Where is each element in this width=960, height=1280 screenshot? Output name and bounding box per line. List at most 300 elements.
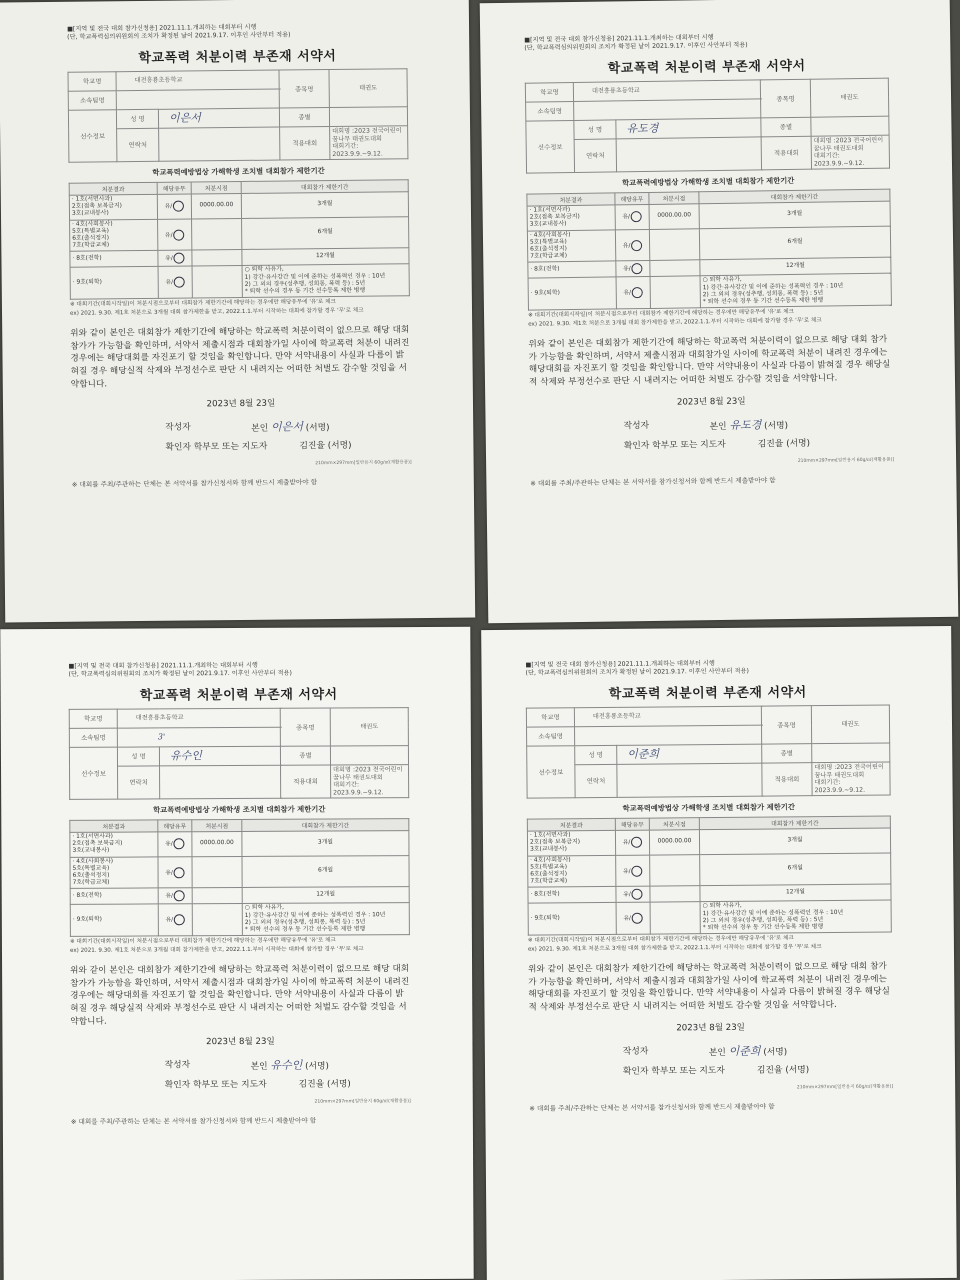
gender-label: 종별 bbox=[279, 108, 329, 128]
table-note-2: ex) 2021. 9.30. 제1호 처분으로 3개월 대회 참가제한을 받고, 2022.1.1.부터 시작하는 대회에 참가할 경우 '무'로 체크 bbox=[69, 946, 364, 955]
gender-value bbox=[811, 116, 889, 136]
limit-8: 12개월 bbox=[242, 887, 409, 904]
coach-name: 김진율 bbox=[756, 1065, 783, 1076]
yn-mark: 유/ bbox=[164, 232, 173, 239]
writer-line bbox=[251, 418, 330, 435]
yn-mark: 유/ bbox=[623, 266, 631, 273]
limit-1-3: 3개월 bbox=[242, 831, 409, 856]
yn-9 bbox=[158, 904, 192, 936]
player-info-label: 선수정보 bbox=[526, 121, 575, 174]
competition-label: 적용대회 bbox=[761, 136, 811, 170]
confirm-line bbox=[757, 1062, 809, 1075]
check-mark-icon bbox=[632, 889, 643, 900]
time-8 bbox=[192, 888, 242, 904]
notice-line-2: (단, 학교폭력심의위원회의 조치가 확정된 날이 2021.9.17. 이후인 사안부터 적용) bbox=[67, 31, 291, 41]
yn-mark: 유/ bbox=[623, 916, 632, 923]
table-note-1: ※ 대회기간(대회시작일)이 처분시점으로부터 대회참가 제한기간에 해당하는 경우에만 해당유무에 '유'로 체크 bbox=[69, 299, 336, 308]
limit-9-line-4: * 퇴학 선수의 경우 동 기간 선수등록 제한 병행 bbox=[244, 287, 366, 295]
competition-period: 대회기간: 2023.9.9.~9.12. bbox=[333, 781, 384, 796]
gender-value bbox=[329, 107, 407, 127]
event-value: 태권도 bbox=[329, 69, 407, 108]
coach-name: 김진율 bbox=[299, 441, 325, 452]
writer-signature-name: 이은서 bbox=[270, 420, 303, 434]
result-1-3 bbox=[527, 205, 615, 231]
time-1-3: 0000.00.00 bbox=[192, 831, 242, 856]
event-label: 종목명 bbox=[760, 79, 811, 118]
limit-4-7: 6개월 bbox=[242, 855, 409, 888]
yn-4-7 bbox=[158, 219, 192, 251]
sanction-subtitle: 학교폭력예방법상 가해학생 조치별 대회참가 제한기간 bbox=[153, 804, 326, 815]
team-value: 3' bbox=[117, 727, 280, 747]
pledge-date: 2023년 8월 23일 bbox=[676, 396, 746, 408]
writer-label: 작성자 bbox=[622, 1046, 649, 1057]
limit-4-7: 6개월 bbox=[700, 853, 891, 886]
limit-9 bbox=[700, 900, 891, 933]
result-7: 7호(학급교체) bbox=[72, 879, 110, 887]
footer-note: ※ 대회를 주최/주관하는 단체는 본 서약서를 참가신청서와 함께 반드시 제출받아야 함 bbox=[70, 1116, 317, 1127]
gender-label: 종별 bbox=[762, 744, 812, 763]
result-9: · 9호(퇴학) bbox=[70, 904, 158, 936]
player-info-label: 선수정보 bbox=[69, 747, 117, 799]
check-mark-icon bbox=[631, 211, 642, 222]
limit-9 bbox=[242, 264, 409, 298]
yn-mark: 유/ bbox=[623, 892, 631, 899]
signature-block bbox=[529, 1041, 893, 1084]
check-mark-icon bbox=[632, 913, 643, 924]
time-9 bbox=[650, 276, 700, 309]
paper-code: 210mm×297mm[일반용지 60g/㎡(재활용품)] bbox=[796, 1084, 894, 1090]
pledge-sheet-2 bbox=[480, 0, 959, 623]
notice-line-2: (단, 학교폭력심의위원회의 조치가 확정된 날이 2021.9.17. 이후인 사안부터 적용) bbox=[525, 667, 749, 677]
yn-4-7 bbox=[616, 855, 650, 887]
writer-line bbox=[709, 1042, 787, 1059]
th-time: 처분시점 bbox=[649, 192, 699, 205]
table-note-2: ex) 2021. 9.30. 제1호 처분으로 3개월 대회 참가제한을 받고, 2022.1.1.부터 시작하는 대회에 참가할 경우 '무'로 체크 bbox=[70, 307, 364, 317]
result-8: · 8호(전학) bbox=[528, 261, 616, 278]
event-label: 종목명 bbox=[280, 708, 330, 746]
sanction-table bbox=[526, 189, 892, 311]
result-3: 3호(교내봉사) bbox=[530, 846, 567, 854]
table-note-1: ※ 대회기간(대회시작일)이 처분시점으로부터 대회참가 제한기간에 해당하는 경우에만 해당유무에 '유'로 체크 bbox=[528, 309, 794, 319]
team-label: 소속팀명 bbox=[527, 727, 575, 746]
competition-period: 대회기간: 2023.9.9.~9.12. bbox=[813, 152, 865, 168]
yn-mark: 유/ bbox=[622, 242, 631, 249]
result-9: · 9호(퇴학) bbox=[70, 267, 158, 300]
self-label: 본인 bbox=[708, 1047, 726, 1058]
limit-9-line-4: * 퇴학 선수의 경우 동 기간 선수등록 제한 병행 bbox=[244, 926, 366, 933]
yn-1-3 bbox=[158, 832, 192, 857]
result-5: 5호(특별교육) bbox=[72, 865, 110, 872]
writer-line bbox=[251, 1057, 329, 1073]
confirm-label: 확인자 학부모 또는 지도자 bbox=[623, 439, 726, 451]
footer-note: ※ 대회를 주최/주관하는 단체는 본 서약서를 참가신청서와 함께 반드시 제출받아야 함 bbox=[530, 475, 776, 488]
yn-mark: 유/ bbox=[622, 868, 631, 875]
limit-9-line-2: 1) 강간·유사강간 및 이에 준하는 성폭력인 경우 : 10년 bbox=[244, 911, 386, 919]
coach-name: 김진율 bbox=[298, 1079, 325, 1090]
result-3: 3호(교내봉사) bbox=[529, 221, 567, 229]
time-8 bbox=[650, 886, 700, 902]
competition-value bbox=[331, 765, 409, 798]
th-yn: 해당유무 bbox=[615, 192, 649, 204]
limit-8: 12개월 bbox=[700, 884, 891, 902]
pledge-date: 2023년 8월 23일 bbox=[206, 1037, 275, 1048]
document-title: 학교폭력 처분이력 부존재 서약서 bbox=[138, 48, 337, 67]
yn-8 bbox=[158, 888, 192, 904]
th-limit: 대회참가 제한기간 bbox=[699, 816, 890, 830]
th-result: 처분결과 bbox=[69, 182, 157, 195]
name-label: 성 명 bbox=[116, 109, 158, 128]
writer-line bbox=[709, 416, 788, 433]
table-note-1: ※ 대회기간(대회시작일)이 처분시점으로부터 대회참가 제한기간에 해당하는 경우에만 해당유무에 '유'로 체크 bbox=[69, 937, 336, 946]
competition-name: 대회명 :2023 전국어린이 꿈나무 태권도대회 bbox=[814, 763, 884, 779]
result-1: · 1호(서면사과) bbox=[529, 832, 571, 839]
contact-label: 연락처 bbox=[117, 128, 159, 161]
contact-value bbox=[159, 127, 280, 161]
contact-label: 연락처 bbox=[118, 766, 160, 799]
writer-sign-mark: (서명) bbox=[305, 1061, 329, 1072]
paper-code: 210mm×297mm[일반용지 60g/㎡(재활용품)] bbox=[315, 460, 412, 467]
table-note-2: ex) 2021. 9.30. 제1호 처분으로 3개월 대회 참가제한을 받고, 2022.1.1.부터 시작하는 대회에 참가할 경우 '무'로 체크 bbox=[528, 317, 822, 328]
result-4: · 4호(사회봉사) bbox=[529, 231, 571, 239]
check-mark-icon bbox=[631, 240, 642, 251]
confirm-line bbox=[299, 1077, 351, 1090]
contact-value bbox=[160, 765, 281, 799]
competition-period: 대회기간: 2023.9.9.~9.12. bbox=[332, 142, 383, 158]
signature-block bbox=[530, 414, 895, 459]
event-label: 종목명 bbox=[279, 70, 329, 109]
school-value: 대전흥룡초등학교 bbox=[573, 80, 760, 102]
result-6: 6호(출석정지) bbox=[72, 235, 110, 242]
school-label: 학교명 bbox=[526, 708, 574, 727]
th-result: 처분결과 bbox=[70, 820, 158, 832]
yn-1-3 bbox=[157, 194, 191, 219]
time-9 bbox=[192, 266, 242, 298]
confirm-label: 확인자 학부모 또는 지도자 bbox=[165, 441, 268, 453]
player-info-label: 선수정보 bbox=[68, 110, 117, 162]
confirm-line bbox=[758, 435, 810, 449]
result-4-7 bbox=[70, 857, 158, 889]
th-yn: 해당유무 bbox=[157, 182, 191, 194]
player-name: 이은서 bbox=[158, 108, 279, 128]
limit-4-7: 6개월 bbox=[699, 226, 890, 260]
time-4-7 bbox=[650, 854, 700, 886]
writer-label: 작성자 bbox=[164, 1060, 191, 1071]
team-value bbox=[116, 89, 279, 110]
sanction-subtitle: 학교폭력예방법상 가해학생 조치별 대회참가 제한기간 bbox=[152, 166, 325, 177]
check-mark-icon bbox=[173, 229, 184, 240]
yn-mark: 유/ bbox=[165, 869, 173, 876]
sanction-table bbox=[69, 818, 410, 937]
writer-sign-mark: (서명) bbox=[764, 420, 789, 431]
player-info-table bbox=[526, 704, 891, 798]
yn-8 bbox=[616, 887, 650, 903]
result-1-3 bbox=[69, 194, 157, 220]
coach-sign-mark: (서명) bbox=[785, 1064, 810, 1076]
limit-9-line-1: ○ 퇴학 사유가, bbox=[244, 905, 284, 912]
pledge-sheet-1 bbox=[0, 0, 475, 622]
competition-name: 대회명 :2023 전국어린이 꿈나무 태권도대회 bbox=[333, 766, 403, 781]
player-info-label: 선수정보 bbox=[527, 746, 575, 798]
competition-label: 적용대회 bbox=[280, 127, 330, 161]
check-mark-icon bbox=[174, 915, 185, 926]
name-label: 성 명 bbox=[575, 745, 617, 764]
sanction-table bbox=[527, 815, 892, 935]
result-7: 7호(학급교체) bbox=[72, 242, 110, 249]
result-4: · 4호(사회봉사) bbox=[530, 856, 571, 864]
result-4-7 bbox=[527, 230, 615, 263]
team-value bbox=[574, 99, 761, 121]
limit-9 bbox=[242, 903, 409, 936]
school-label: 학교명 bbox=[68, 72, 116, 92]
result-1-3 bbox=[527, 830, 615, 855]
event-value: 태권도 bbox=[810, 78, 889, 117]
yn-4-7 bbox=[158, 856, 192, 888]
notice-line-1: ■[지역 및 전국 대회 참가신청용] 2021.11.1.개최하는 대회부터 시행 bbox=[524, 34, 714, 44]
yn-mark: 유/ bbox=[623, 290, 632, 297]
result-8: · 8호(전학) bbox=[70, 251, 158, 268]
result-3: 3호(교내봉사) bbox=[72, 848, 110, 855]
pledge-date: 2023년 8월 23일 bbox=[676, 1022, 746, 1033]
limit-8: 12개월 bbox=[700, 258, 891, 277]
gender-value bbox=[330, 746, 408, 765]
limit-9-line-3: 2) 그 외의 경우(성추행, 성희롱, 폭력 등) : 5년 bbox=[702, 290, 824, 299]
time-8 bbox=[192, 250, 242, 267]
th-limit: 대회참가 제한기간 bbox=[699, 189, 890, 204]
school-value: 대전흥룡초등학교 bbox=[117, 708, 280, 728]
result-5: 5호(특별교육) bbox=[530, 864, 568, 871]
pledge-body: 위와 같이 본인은 대회참가 제한기간에 해당하는 학교폭력 처분이력이 없으므로 해당 대회 참가가 가능함을 확인하며, 서약서 제출시점과 대회참가일 사이에 학교폭력 처분이 내려진 경우에는 해당대회를 자진포기 할 것임을 확인합니다. 만약 서약내용이 사실과 다름이 밝혀질 경우 해당실적 삭제와 부정선수로 판단 시 내려지는 어떠한 처벌도 감수할 것임을 서약합니다. bbox=[70, 325, 410, 390]
result-6: 6호(출석정지) bbox=[530, 246, 567, 253]
pledge-sheet-4 bbox=[481, 626, 957, 1280]
yn-mark: 유/ bbox=[622, 214, 631, 221]
time-8 bbox=[650, 260, 700, 277]
yn-1-3 bbox=[615, 204, 649, 229]
pledge-sheet-3 bbox=[0, 627, 473, 1280]
result-2: 2호(접촉 보복금지) bbox=[529, 839, 581, 846]
limit-1-3: 3개월 bbox=[699, 201, 890, 228]
notice-line-1: ■[지역 및 전국 대회 참가신청용] 2021.11.1.개최하는 대회부터 시행 bbox=[67, 23, 257, 33]
limit-9-line-1: ○ 퇴학 사유가, bbox=[244, 266, 284, 274]
player-name: 유도경 bbox=[616, 118, 761, 139]
event-label: 종목명 bbox=[761, 706, 811, 744]
limit-9-line-2: 1) 강간·유사강간 및 이에 준하는 성폭력인 경우 : 10년 bbox=[702, 909, 844, 917]
writer-label: 작성자 bbox=[165, 422, 191, 433]
competition-value bbox=[812, 762, 890, 796]
th-limit: 대회참가 제한기간 bbox=[241, 180, 408, 194]
result-9: · 9호(퇴학) bbox=[528, 277, 616, 310]
document-title: 학교폭력 처분이력 부존재 서약서 bbox=[139, 687, 338, 704]
yn-mark: 유/ bbox=[622, 840, 631, 847]
event-value: 태권도 bbox=[811, 705, 889, 744]
result-8: · 8호(전학) bbox=[528, 887, 616, 904]
competition-value bbox=[811, 135, 889, 169]
player-info-table bbox=[525, 78, 890, 174]
table-note-1: ※ 대회기간(대회시작일)이 처분시점으로부터 대회참가 제한기간에 해당하는 경우에만 해당유무에 '유'로 체크 bbox=[527, 935, 794, 944]
writer-signature-name: 유수인 bbox=[270, 1058, 303, 1073]
limit-9 bbox=[700, 274, 891, 308]
notice-line-2: (단, 학교폭력심의위원회의 조치가 확정된 날이 2021.9.17. 이후인 사안부터 적용) bbox=[68, 669, 292, 678]
gender-label: 종별 bbox=[280, 746, 330, 765]
yn-9 bbox=[158, 266, 192, 298]
result-1: · 1호(서면사과) bbox=[72, 833, 113, 840]
confirm-label: 확인자 학부모 또는 지도자 bbox=[164, 1080, 267, 1091]
result-5: 5호(특별교육) bbox=[72, 228, 109, 235]
result-9: · 9호(퇴학) bbox=[528, 903, 616, 936]
limit-9-line-2: 1) 강간·유사강간 및 이에 준하는 성폭력인 경우 : 10년 bbox=[244, 273, 386, 281]
contact-value bbox=[616, 137, 761, 172]
th-time: 처분시점 bbox=[191, 181, 241, 194]
limit-9-line-3: 2) 그 외의 경우(성추행, 성희롱, 폭력 등) : 5년 bbox=[244, 919, 366, 926]
result-1-3 bbox=[70, 832, 158, 857]
result-7: 7호(학급교체) bbox=[530, 253, 568, 260]
coach-sign-mark: (서명) bbox=[326, 1079, 351, 1090]
event-value: 태권도 bbox=[330, 708, 408, 746]
notice-line-2: (단, 학교폭력심의위원회의 조치가 확정된 날이 2021.9.17. 이후인 사안부터 적용) bbox=[524, 41, 748, 52]
result-2: 2호(접촉 보복금지) bbox=[71, 203, 123, 210]
limit-9-line-2: 1) 강간·유사강간 및 이에 준하는 성폭력인 경우 : 10년 bbox=[702, 282, 844, 291]
paper-code: 210mm×297mm[일반용지 60g/㎡(재활용품)] bbox=[797, 457, 895, 464]
th-yn: 해당유무 bbox=[615, 818, 649, 830]
yn-mark: 유/ bbox=[165, 893, 174, 900]
check-mark-icon bbox=[632, 263, 643, 274]
school-value: 대전흥룡초등학교 bbox=[574, 706, 761, 727]
team-label: 소속팀명 bbox=[526, 102, 574, 122]
table-note-2: ex) 2021. 9.30. 제1호 처분으로 3개월 대회 참가제한을 받고, 2022.1.1.부터 시작하는 대회에 참가할 경우 '무'로 체크 bbox=[527, 944, 822, 953]
writer-label: 작성자 bbox=[623, 420, 650, 431]
team-label: 소속팀명 bbox=[69, 728, 117, 747]
limit-9-line-4: * 퇴학 선수의 경우 동 기간 선수등록 제한 병행 bbox=[702, 924, 824, 932]
limit-1-3: 3개월 bbox=[241, 192, 408, 218]
player-name: 이준희 bbox=[617, 744, 762, 764]
yn-8 bbox=[616, 261, 650, 277]
check-mark-icon bbox=[632, 287, 643, 298]
check-mark-icon bbox=[632, 865, 643, 876]
school-label: 학교명 bbox=[69, 709, 117, 728]
sanction-subtitle: 학교폭력예방법상 가해학생 조치별 대회참가 제한기간 bbox=[621, 175, 795, 188]
pledge-body: 위와 같이 본인은 대회참가 제한기간에 해당하는 학교폭력 처분이력이 없으므로 해당 대회 참가가 가능함을 확인하며, 서약서 제출시점과 대회참가일 사이에 학교폭력 처분이 내려진 경우에는 해당대회를 자진포기 할 것임을 확인합니다. 만약 서약내용이 사실과 다름이 밝혀질 경우 해당실적 삭제와 부정선수로 판단 시 내려지는 어떠한 처벌도 감수할 것임을 서약합니다. bbox=[528, 334, 891, 388]
result-8: · 8호(전학) bbox=[70, 888, 158, 904]
competition-value bbox=[330, 126, 408, 160]
yn-mark: 유/ bbox=[165, 256, 173, 263]
footer-note: ※ 대회를 주최/주관하는 단체는 본 서약서를 참가신청서와 함께 반드시 제출받아야 함 bbox=[71, 478, 318, 489]
th-time: 처분시점 bbox=[649, 818, 699, 830]
contact-label: 연락처 bbox=[574, 139, 616, 173]
signature-block bbox=[71, 1056, 411, 1098]
competition-label: 적용대회 bbox=[762, 763, 812, 796]
yn-mark: 유/ bbox=[164, 203, 173, 211]
result-3: 3호(교내봉사) bbox=[71, 210, 109, 218]
result-4-7 bbox=[528, 855, 616, 888]
notice-line-1: ■[지역 및 전국 대회 참가신청용] 2021.11.1.개최하는 대회부터 시행 bbox=[525, 660, 715, 669]
yn-mark: 유/ bbox=[165, 917, 174, 924]
paper-code: 210mm×297mm[일반용지 60g/㎡(재활용품)] bbox=[314, 1099, 411, 1105]
limit-8: 12개월 bbox=[242, 248, 409, 266]
name-label: 성 명 bbox=[117, 747, 159, 766]
yn-4-7 bbox=[615, 229, 649, 261]
self-label: 본인 bbox=[251, 423, 269, 435]
school-value: 대전흥룡초등학교 bbox=[116, 70, 279, 91]
limit-9-line-3: 2) 그 외의 경우(성추행, 성희롱, 폭력 등) : 5년 bbox=[702, 916, 824, 924]
yn-9 bbox=[616, 903, 650, 935]
notice-line-1: ■[지역 및 전국 대회 참가신청용] 2021.11.1.개최하는 대회부터 시행 bbox=[68, 661, 258, 670]
document-title: 학교폭력 처분이력 부존재 서약서 bbox=[608, 685, 807, 702]
pledge-body: 위와 같이 본인은 대회참가 제한기간에 해당하는 학교폭력 처분이력이 없으므로 해당 대회 참가가 가능함을 확인하며, 서약서 제출시점과 대회참가일 사이에 학교폭력 처분이 내려진 경우에는 해당대회를 자진포기 할 것임을 확인합니다. 만약 서약내용이 사실과 다름이 밝혀질 경우 해당실적 삭제와 부정선수로 판단 시 내려지는 어떠한 처벌도 감수할 것임을 서약합니다. bbox=[528, 961, 891, 1013]
check-mark-icon bbox=[174, 277, 185, 288]
coach-name: 김진율 bbox=[757, 438, 784, 450]
time-4-7 bbox=[192, 218, 242, 250]
gender-label: 종별 bbox=[761, 117, 811, 137]
player-info-table bbox=[69, 707, 409, 800]
team-label: 소속팀명 bbox=[68, 91, 116, 111]
time-4-7 bbox=[192, 856, 242, 888]
player-info-table bbox=[67, 68, 408, 163]
contact-label: 연락처 bbox=[575, 764, 617, 797]
limit-4-7: 6개월 bbox=[242, 216, 409, 250]
pledge-date: 2023년 8월 23일 bbox=[206, 398, 276, 410]
th-result: 처분결과 bbox=[527, 193, 615, 206]
limit-1-3: 3개월 bbox=[699, 828, 890, 854]
limit-9-line-3: 2) 그 외의 경우(성추행, 성희롱, 폭력 등) : 5년 bbox=[244, 280, 366, 288]
check-mark-icon bbox=[174, 867, 185, 878]
writer-signature-name: 이준희 bbox=[728, 1044, 761, 1058]
limit-9-line-1: ○ 퇴학 사유가, bbox=[702, 277, 742, 284]
result-4: · 4호(사회봉사) bbox=[72, 220, 113, 228]
limit-9-line-1: ○ 퇴학 사유가, bbox=[702, 903, 742, 910]
result-4: · 4호(사회봉사) bbox=[72, 858, 114, 865]
sanction-subtitle: 학교폭력예방법상 가해학생 조치별 대회참가 제한기간 bbox=[622, 802, 795, 813]
pledge-body: 위와 같이 본인은 대회참가 제한기간에 해당하는 학교폭력 처분이력이 없으므로 해당 대회 참가가 가능함을 확인하며, 서약서 제출시점과 대회참가일 사이에 학교폭력 처분이 내려진 경우에는 해당대회를 자진포기 할 것임을 확인합니다. 만약 서약내용이 사실과 다름이 밝혀질 경우 해당실적 삭제와 부정선수로 판단 시 내려지는 어떠한 처벌도 감수할 것임을 서약합니다. bbox=[70, 964, 410, 1027]
result-5: 5호(특별교육) bbox=[529, 238, 567, 246]
yn-1-3 bbox=[615, 830, 649, 855]
yn-9 bbox=[616, 277, 650, 309]
yn-mark: 유/ bbox=[165, 841, 173, 848]
yn-mark: 유/ bbox=[165, 279, 174, 287]
result-7: 7호(학급교체) bbox=[530, 878, 568, 885]
signature-block bbox=[71, 417, 411, 461]
th-result: 처분결과 bbox=[527, 818, 615, 831]
result-1: · 1호(서면사과) bbox=[71, 196, 113, 203]
writer-sign-mark: (서명) bbox=[305, 423, 330, 434]
check-mark-icon bbox=[631, 837, 642, 848]
result-1: · 1호(서면사과) bbox=[529, 207, 571, 214]
result-4-7 bbox=[70, 219, 158, 252]
result-6: 6호(출석정지) bbox=[530, 871, 568, 878]
check-mark-icon bbox=[174, 253, 185, 264]
name-label: 성 명 bbox=[574, 120, 616, 140]
th-yn: 해당유무 bbox=[158, 820, 192, 832]
th-limit: 대회참가 제한기간 bbox=[242, 819, 409, 832]
team-value bbox=[575, 725, 762, 746]
contact-value bbox=[617, 763, 762, 797]
limit-9-line-4: * 퇴학 선수의 경우 동 기간 선수등록 제한 병행 bbox=[702, 297, 824, 306]
time-1-3: 0000.00.00 bbox=[191, 193, 241, 218]
confirm-line bbox=[299, 438, 351, 452]
writer-sign-mark: (서명) bbox=[763, 1047, 788, 1058]
document-title: 학교폭력 처분이력 부존재 서약서 bbox=[607, 58, 806, 77]
sanction-table bbox=[69, 179, 410, 300]
check-mark-icon bbox=[174, 891, 185, 902]
school-label: 학교명 bbox=[525, 83, 573, 103]
check-mark-icon bbox=[173, 201, 184, 212]
time-9 bbox=[192, 904, 242, 936]
coach-sign-mark: (서명) bbox=[786, 438, 811, 449]
yn-8 bbox=[158, 250, 192, 266]
self-label: 본인 bbox=[709, 421, 727, 432]
coach-sign-mark: (서명) bbox=[327, 441, 352, 452]
confirm-label: 확인자 학부모 또는 지도자 bbox=[622, 1065, 725, 1077]
writer-signature-name: 유도경 bbox=[729, 418, 762, 432]
result-6: 6호(출석정지) bbox=[72, 872, 110, 879]
